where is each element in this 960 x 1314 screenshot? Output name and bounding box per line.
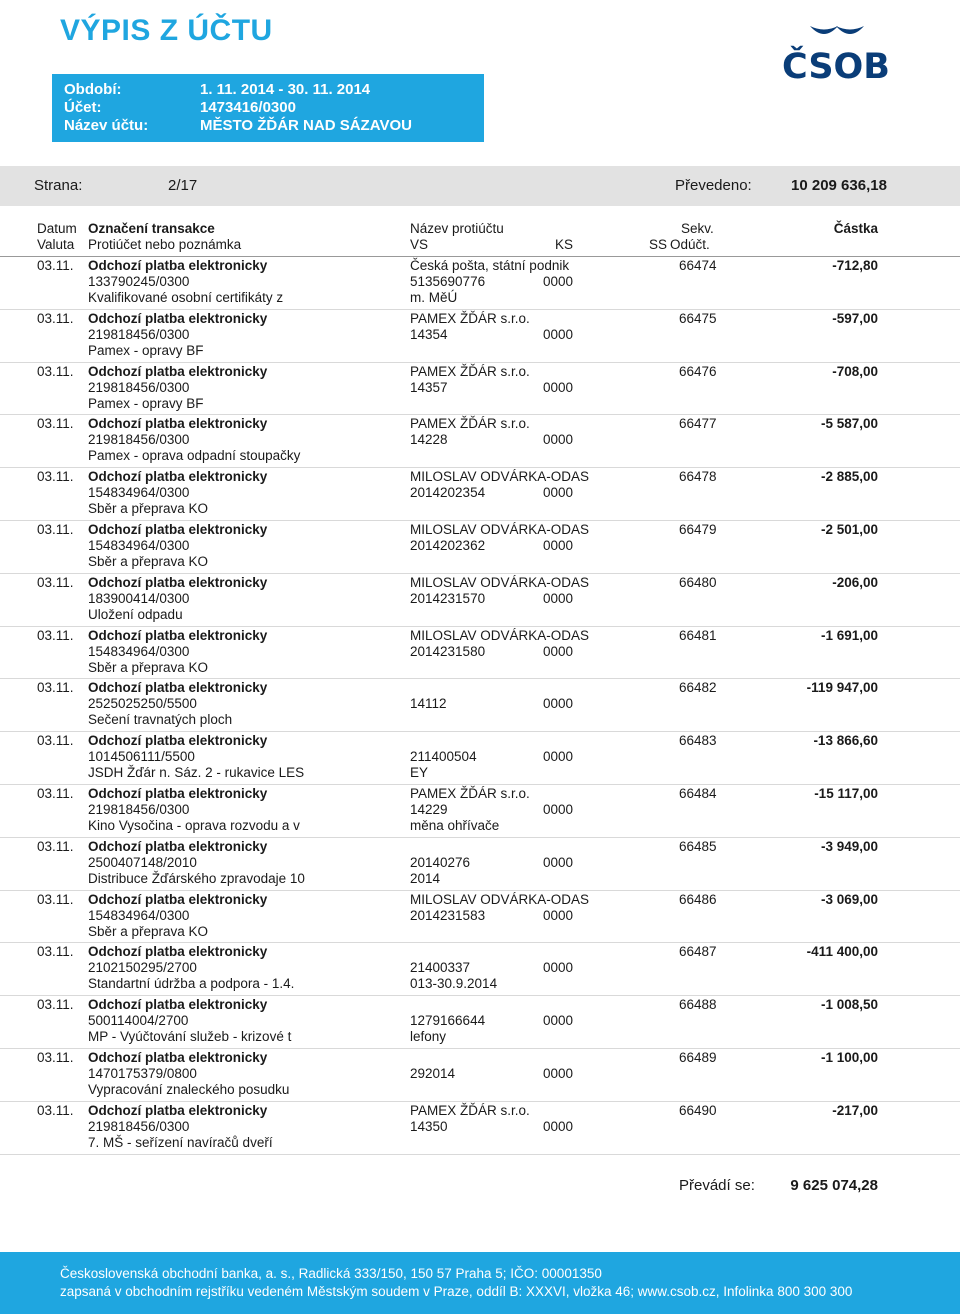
tx-counterparty: PAMEX ŽĎÁR s.r.o. — [410, 310, 530, 326]
table-row — [0, 627, 960, 680]
forward-value: 9 625 074,28 — [790, 1177, 878, 1194]
tx-account: 154834964/0300 — [88, 537, 190, 553]
tx-counterparty-extra: 013-30.9.2014 — [410, 976, 498, 992]
tx-ks: 0000 — [543, 1013, 574, 1029]
tx-ks: 0000 — [543, 854, 574, 870]
tx-seq: 66475 — [679, 310, 717, 326]
tx-note: Standartní údržba a podpora - 1.4. — [88, 976, 295, 992]
tx-counterparty-extra: m. MěÚ — [410, 290, 458, 305]
tx-ks: 0000 — [543, 274, 574, 289]
page-label: Strana: — [34, 177, 83, 194]
tx-amount: -3 949,00 — [820, 838, 878, 854]
tx-type: Odchozí platba elektronicky — [88, 838, 268, 854]
tx-type: Odchozí platba elektronicky — [88, 310, 268, 326]
tx-account: 183900414/0300 — [88, 590, 190, 606]
tx-ks: 0000 — [543, 326, 574, 342]
tx-seq: 66477 — [679, 416, 717, 432]
account-label: Účet: — [64, 99, 102, 116]
tx-ks: 0000 — [543, 432, 574, 448]
tx-type: Odchozí platba elektronicky — [88, 1102, 268, 1118]
tx-amount: -217,00 — [832, 1102, 878, 1118]
tx-vs: 14350 — [410, 1118, 448, 1134]
col-valuta: Valuta — [37, 237, 75, 252]
tx-amount: -1 100,00 — [820, 1049, 878, 1065]
tx-vs: 14228 — [410, 432, 448, 448]
tx-counterparty: PAMEX ŽĎÁR s.r.o. — [410, 363, 530, 379]
tx-account: 133790245/0300 — [88, 274, 190, 289]
page-value: 2/17 — [168, 177, 198, 194]
table-row — [0, 468, 960, 521]
tx-type: Odchozí platba elektronicky — [88, 1049, 268, 1065]
account-info-box — [52, 74, 484, 142]
tx-type: Odchozí platba elektronicky — [88, 258, 268, 273]
col-datum: Datum — [37, 221, 77, 236]
tx-note: Sběr a přeprava KO — [88, 501, 209, 517]
tx-note: Distribuce Žďárského zpravodaje 10 — [88, 870, 305, 886]
tx-vs: 2014231580 — [410, 643, 486, 659]
tx-amount: -708,00 — [832, 363, 878, 379]
tx-note: Uložení odpadu — [88, 606, 183, 622]
tx-seq: 66484 — [679, 785, 717, 801]
tx-type: Odchozí platba elektronicky — [88, 521, 268, 537]
tx-seq: 66479 — [679, 521, 717, 537]
logo-wave-right-icon — [836, 26, 864, 34]
tx-date: 03.11. — [37, 416, 74, 432]
tx-vs: 2014202354 — [410, 485, 486, 501]
tx-type: Odchozí platba elektronicky — [88, 627, 268, 643]
tx-note: Kino Vysočina - oprava rozvodu a v — [88, 817, 300, 833]
table-row — [0, 943, 960, 996]
tx-date: 03.11. — [37, 469, 74, 485]
table-row — [0, 785, 960, 838]
period-label: Období: — [64, 81, 122, 98]
table-row — [0, 363, 960, 416]
tx-vs: 21400337 — [410, 960, 471, 976]
footer-line-2: zapsaná v obchodním rejstříku vedeném Městským soudem v Praze, oddíl B: XXXVI, vložka 46; www.csob.cz, Infolinka 800 300 300 — [60, 1284, 853, 1299]
tx-counterparty: Česká pošta, státní podnik — [410, 258, 570, 273]
statement-title: VÝPIS Z ÚČTU — [60, 14, 273, 47]
tx-seq: 66486 — [679, 891, 717, 907]
tx-counterparty-extra: EY — [410, 765, 429, 781]
tx-vs: 2014231570 — [410, 590, 486, 606]
table-row — [0, 415, 960, 468]
tx-amount: -3 069,00 — [820, 891, 878, 907]
table-row — [0, 521, 960, 574]
tx-seq: 66480 — [679, 574, 717, 590]
tx-amount: -2 885,00 — [820, 469, 878, 485]
tx-ks: 0000 — [543, 1118, 574, 1134]
forward-label: Převádí se: — [679, 1177, 755, 1194]
tx-account: 154834964/0300 — [88, 907, 190, 923]
tx-note: Sběr a přeprava KO — [88, 659, 209, 675]
tx-note: Sběr a přeprava KO — [88, 553, 209, 569]
transaction-list — [0, 257, 960, 1155]
tx-note: Kvalifikované osobní certifikáty z — [88, 290, 284, 305]
tx-ks: 0000 — [543, 590, 574, 606]
tx-account: 1470175379/0800 — [88, 1065, 197, 1081]
tx-ks: 0000 — [543, 379, 574, 395]
tx-seq: 66481 — [679, 627, 717, 643]
tx-date: 03.11. — [37, 733, 74, 749]
tx-vs: 2014202362 — [410, 537, 486, 553]
period-value: 1. 11. 2014 - 30. 11. 2014 — [200, 81, 371, 98]
tx-seq: 66474 — [679, 258, 717, 273]
tx-account: 154834964/0300 — [88, 485, 190, 501]
tx-amount: -597,00 — [832, 310, 878, 326]
table-row — [0, 891, 960, 944]
tx-type: Odchozí platba elektronicky — [88, 363, 268, 379]
tx-type: Odchozí platba elektronicky — [88, 785, 268, 801]
tx-ks: 0000 — [543, 643, 574, 659]
tx-type: Odchozí platba elektronicky — [88, 469, 268, 485]
tx-date: 03.11. — [37, 838, 74, 854]
col-sekv: Sekv. — [681, 221, 714, 236]
table-row — [0, 574, 960, 627]
tx-vs: 20140276 — [410, 854, 471, 870]
tx-ks: 0000 — [543, 485, 574, 501]
tx-date: 03.11. — [37, 1102, 74, 1118]
table-row — [0, 996, 960, 1049]
tx-amount: -13 866,60 — [813, 733, 878, 749]
tx-vs: 1279166644 — [410, 1013, 486, 1029]
tx-counterparty: MILOSLAV ODVÁRKA-ODAS — [410, 521, 590, 537]
tx-counterparty: PAMEX ŽĎÁR s.r.o. — [410, 416, 530, 432]
tx-note: 7. MŠ - seřízení navíračů dveří — [88, 1134, 273, 1150]
account-value: 1473416/0300 — [200, 99, 296, 116]
tx-date: 03.11. — [37, 944, 74, 960]
tx-vs: 292014 — [410, 1065, 456, 1081]
tx-date: 03.11. — [37, 310, 74, 326]
col-oznaceni: Označení transakce — [88, 221, 215, 236]
tx-counterparty: PAMEX ŽĎÁR s.r.o. — [410, 785, 530, 801]
tx-counterparty: MILOSLAV ODVÁRKA-ODAS — [410, 891, 590, 907]
col-castka: Částka — [833, 221, 878, 236]
tx-ks: 0000 — [543, 749, 574, 765]
col-nazev: Název protiúčtu — [410, 221, 504, 236]
table-row — [0, 732, 960, 785]
tx-counterparty: MILOSLAV ODVÁRKA-ODAS — [410, 574, 590, 590]
tx-account: 219818456/0300 — [88, 379, 190, 395]
tx-amount: -411 400,00 — [806, 944, 878, 960]
carried-label: Převedeno: — [675, 177, 752, 194]
tx-date: 03.11. — [37, 1049, 74, 1065]
tx-type: Odchozí platba elektronicky — [88, 574, 268, 590]
tx-counterparty-extra: 2014 — [410, 870, 441, 886]
tx-seq: 66478 — [679, 469, 717, 485]
tx-vs: 14354 — [410, 326, 448, 342]
tx-date: 03.11. — [37, 997, 74, 1013]
table-row — [0, 1102, 960, 1155]
table-row — [0, 310, 960, 363]
tx-date: 03.11. — [37, 627, 74, 643]
tx-date: 03.11. — [37, 891, 74, 907]
col-vs: VS — [410, 237, 429, 252]
tx-seq: 66485 — [679, 838, 717, 854]
logo-text: ČSOB — [782, 47, 890, 82]
tx-date: 03.11. — [37, 258, 74, 273]
tx-type: Odchozí platba elektronicky — [88, 733, 268, 749]
tx-type: Odchozí platba elektronicky — [88, 944, 268, 960]
footer-line-1: Československá obchodní banka, a. s., Radlická 333/150, 150 57 Praha 5; IČO: 00001350 — [60, 1266, 602, 1281]
tx-vs: 211400504 — [410, 749, 477, 765]
tx-vs: 14357 — [410, 379, 448, 395]
tx-ks: 0000 — [543, 1065, 574, 1081]
tx-account: 2102150295/2700 — [88, 960, 197, 976]
tx-vs: 5135690776 — [410, 274, 486, 289]
tx-amount: -1 008,50 — [820, 997, 878, 1013]
page-info-band — [0, 166, 960, 206]
csob-logo — [780, 26, 900, 82]
tx-vs: 14112 — [410, 696, 447, 712]
tx-amount: -119 947,00 — [806, 680, 878, 696]
tx-account: 500114004/2700 — [88, 1013, 189, 1029]
tx-account: 1014506111/5500 — [88, 749, 195, 765]
account-name-value: MĚSTO ŽĎÁR NAD SÁZAVOU — [200, 117, 412, 134]
tx-counterparty: MILOSLAV ODVÁRKA-ODAS — [410, 627, 590, 643]
tx-account: 219818456/0300 — [88, 801, 190, 817]
tx-seq: 66487 — [679, 944, 717, 960]
tx-type: Odchozí platba elektronicky — [88, 997, 268, 1013]
tx-counterparty: PAMEX ŽĎÁR s.r.o. — [410, 1102, 530, 1118]
col-protiucet: Protiúčet nebo poznámka — [88, 237, 242, 252]
tx-seq: 66482 — [679, 680, 717, 696]
tx-note: Pamex - oprava odpadní stoupačky — [88, 448, 301, 464]
tx-ks: 0000 — [543, 960, 574, 976]
tx-type: Odchozí platba elektronicky — [88, 680, 268, 696]
tx-amount: -1 691,00 — [820, 627, 878, 643]
tx-account: 2500407148/2010 — [88, 854, 197, 870]
tx-account: 154834964/0300 — [88, 643, 190, 659]
tx-date: 03.11. — [37, 363, 74, 379]
tx-counterparty: MILOSLAV ODVÁRKA-ODAS — [410, 469, 590, 485]
col-ss: SS — [649, 237, 668, 252]
tx-note: Pamex - opravy BF — [88, 342, 204, 358]
table-row — [0, 838, 960, 891]
table-row — [0, 1049, 960, 1102]
tx-date: 03.11. — [37, 785, 74, 801]
tx-seq: 66489 — [679, 1049, 717, 1065]
account-name-label: Název účtu: — [64, 117, 149, 134]
col-odect: Odúčt. — [670, 237, 710, 252]
logo-wave-left-icon — [810, 26, 838, 34]
tx-note: JSDH Žďár n. Sáz. 2 - rukavice LES — [88, 765, 305, 781]
tx-vs: 14229 — [410, 801, 448, 817]
tx-date: 03.11. — [37, 574, 74, 590]
tx-ks: 0000 — [543, 801, 574, 817]
tx-amount: -2 501,00 — [820, 521, 878, 537]
tx-type: Odchozí platba elektronicky — [88, 891, 268, 907]
tx-type: Odchozí platba elektronicky — [88, 416, 268, 432]
tx-account: 219818456/0300 — [88, 1118, 190, 1134]
tx-seq: 66488 — [679, 997, 717, 1013]
tx-date: 03.11. — [37, 521, 74, 537]
tx-amount: -712,80 — [832, 258, 878, 273]
tx-ks: 0000 — [543, 907, 574, 923]
tx-amount: -15 117,00 — [814, 785, 878, 801]
tx-counterparty-extra: lefony — [410, 1029, 447, 1045]
carried-value: 10 209 636,18 — [791, 177, 887, 194]
tx-note: MP - Vyúčtování služeb - krizové t — [88, 1029, 292, 1045]
table-row — [0, 679, 960, 732]
tx-seq: 66476 — [679, 363, 717, 379]
tx-note: Sečení travnatých ploch — [88, 712, 233, 728]
column-header — [0, 217, 960, 257]
tx-ks: 0000 — [543, 696, 574, 712]
tx-amount: -206,00 — [832, 574, 878, 590]
footer — [0, 1252, 960, 1314]
tx-note: Pamex - opravy BF — [88, 395, 204, 411]
tx-note: Sběr a přeprava KO — [88, 923, 209, 939]
tx-seq: 66483 — [679, 733, 717, 749]
table-row — [0, 257, 960, 310]
tx-account: 2525025250/5500 — [88, 696, 197, 712]
tx-amount: -5 587,00 — [820, 416, 878, 432]
tx-date: 03.11. — [37, 680, 74, 696]
tx-counterparty-extra: měna ohřívače — [410, 817, 500, 833]
tx-account: 219818456/0300 — [88, 432, 190, 448]
tx-ks: 0000 — [543, 537, 574, 553]
col-ks: KS — [555, 237, 574, 252]
tx-note: Vypracování znaleckého posudku — [88, 1081, 290, 1097]
tx-account: 219818456/0300 — [88, 326, 190, 342]
tx-seq: 66490 — [679, 1102, 717, 1118]
tx-vs: 2014231583 — [410, 907, 486, 923]
